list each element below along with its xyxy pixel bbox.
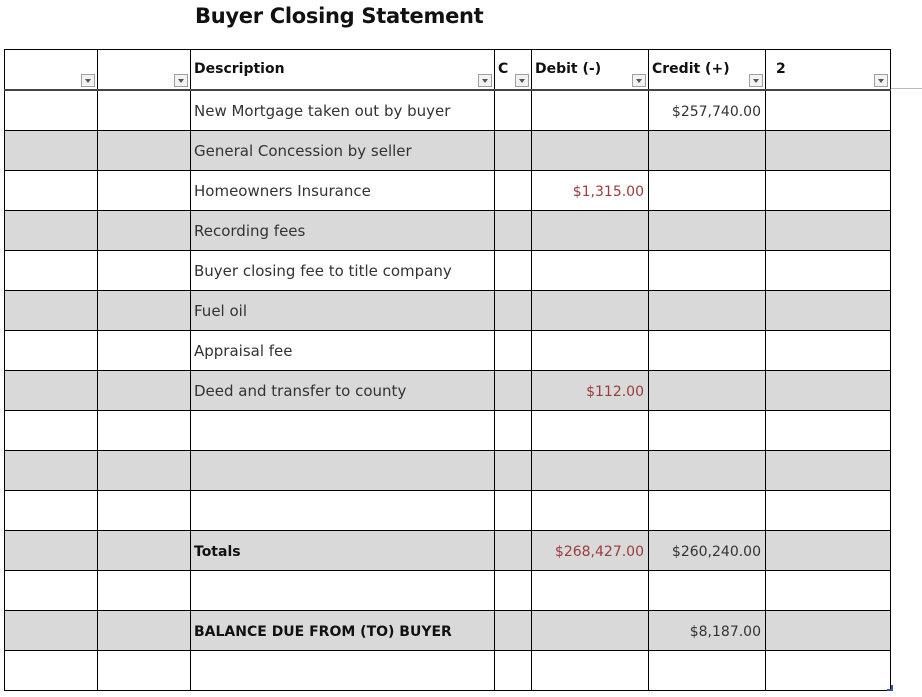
- cell-debit-value: [644, 144, 646, 160]
- cell-col2[interactable]: [98, 651, 191, 691]
- cell-debit[interactable]: [532, 571, 649, 611]
- cell-debit[interactable]: [532, 90, 649, 131]
- closing-statement-table: [4, 49, 891, 691]
- cell-c[interactable]: [495, 371, 532, 411]
- header-col2[interactable]: [98, 50, 191, 91]
- cell-debit[interactable]: [532, 211, 649, 251]
- cell-debit-value: [644, 224, 646, 240]
- cell-description[interactable]: [191, 291, 495, 331]
- cell-col7[interactable]: [766, 491, 891, 531]
- cell-credit[interactable]: [649, 371, 766, 411]
- cell-col2[interactable]: [98, 531, 191, 571]
- cell-c[interactable]: [495, 90, 532, 131]
- cell-description-value: [191, 662, 194, 680]
- cell-description-value: [191, 582, 194, 600]
- cell-credit[interactable]: [649, 211, 766, 251]
- cell-description[interactable]: [191, 90, 495, 131]
- cell-credit[interactable]: [649, 411, 766, 451]
- table-row: [5, 571, 891, 611]
- cell-description[interactable]: [191, 371, 495, 411]
- cell-description[interactable]: [191, 451, 495, 491]
- cell-description-value: New Mortgage taken out by buyer: [194, 101, 451, 120]
- cell-col1[interactable]: [5, 291, 98, 331]
- cell-col2[interactable]: [98, 611, 191, 651]
- header-debit[interactable]: Debit (-): [532, 50, 649, 91]
- header-c[interactable]: C: [495, 50, 532, 91]
- table-row: [5, 451, 891, 491]
- gridline-extension: [891, 88, 922, 89]
- cell-description-value: General Concession by seller: [194, 141, 412, 160]
- cell-credit[interactable]: [649, 451, 766, 491]
- cell-col1[interactable]: [5, 531, 98, 571]
- cell-credit[interactable]: [649, 611, 766, 651]
- table-row: [5, 491, 891, 531]
- cell-credit[interactable]: [649, 90, 766, 131]
- cell-col7[interactable]: [766, 131, 891, 171]
- cell-credit[interactable]: [649, 491, 766, 531]
- cell-col7[interactable]: [766, 371, 891, 411]
- cell-col2[interactable]: [98, 571, 191, 611]
- cell-description[interactable]: [191, 211, 495, 251]
- table-row: [5, 371, 891, 411]
- chevron-down-icon[interactable]: [874, 74, 888, 87]
- cell-c[interactable]: [495, 211, 532, 251]
- cell-col1[interactable]: [5, 90, 98, 131]
- cell-c[interactable]: [495, 331, 532, 371]
- cell-credit-value: [761, 144, 763, 160]
- cell-debit-value: [644, 264, 646, 280]
- cell-credit-value: [761, 584, 763, 600]
- cell-col1[interactable]: [5, 371, 98, 411]
- cell-credit[interactable]: [649, 251, 766, 291]
- cell-description-value: [191, 502, 194, 520]
- cell-description[interactable]: [191, 251, 495, 291]
- cell-col7[interactable]: [766, 171, 891, 211]
- cell-col2[interactable]: [98, 451, 191, 491]
- cell-debit[interactable]: [532, 171, 649, 211]
- table-row: [5, 411, 891, 451]
- cell-credit[interactable]: [649, 131, 766, 171]
- chevron-down-icon[interactable]: [478, 74, 492, 87]
- chevron-down-icon[interactable]: [749, 74, 763, 87]
- cell-description[interactable]: [191, 171, 495, 211]
- cell-debit[interactable]: [532, 411, 649, 451]
- cell-credit[interactable]: [649, 171, 766, 211]
- cell-description-value: Fuel oil: [194, 301, 247, 320]
- table-row: [5, 651, 891, 691]
- cell-c[interactable]: [495, 131, 532, 171]
- cell-debit-value: [644, 624, 646, 640]
- cell-credit-value: [761, 344, 763, 360]
- cell-debit[interactable]: [532, 251, 649, 291]
- cell-col2[interactable]: [98, 491, 191, 531]
- cell-credit[interactable]: [649, 331, 766, 371]
- cell-debit-value: [644, 104, 646, 120]
- cell-col1[interactable]: [5, 131, 98, 171]
- cell-debit[interactable]: [532, 451, 649, 491]
- cell-col1[interactable]: [5, 651, 98, 691]
- cell-description[interactable]: [191, 651, 495, 691]
- cell-c[interactable]: [495, 251, 532, 291]
- cell-debit-value: [644, 424, 646, 440]
- cell-description[interactable]: [191, 571, 495, 611]
- cell-c[interactable]: [495, 451, 532, 491]
- cell-debit[interactable]: [532, 131, 649, 171]
- cell-debit[interactable]: [532, 331, 649, 371]
- cell-col1[interactable]: [5, 491, 98, 531]
- sheet-title: Buyer Closing Statement: [195, 4, 484, 28]
- header-col1[interactable]: [5, 50, 98, 91]
- chevron-down-icon[interactable]: [515, 74, 529, 87]
- cell-debit-value: $112.00: [586, 383, 644, 400]
- cell-description-value: Recording fees: [194, 221, 306, 240]
- cell-col1[interactable]: [5, 331, 98, 371]
- table-row: [5, 90, 891, 131]
- cell-debit-value: [644, 664, 646, 680]
- chevron-down-icon[interactable]: [174, 74, 188, 87]
- cell-col1[interactable]: [5, 171, 98, 211]
- cell-col1[interactable]: [5, 211, 98, 251]
- cell-col7[interactable]: [766, 331, 891, 371]
- cell-description-value: Homeowners Insurance: [194, 181, 371, 200]
- cell-col2[interactable]: [98, 90, 191, 131]
- cell-credit[interactable]: [649, 571, 766, 611]
- cell-debit-value: $268,427.00: [554, 543, 644, 560]
- cell-debit-value: [644, 504, 646, 520]
- cell-col2[interactable]: [98, 411, 191, 451]
- cell-col7[interactable]: [766, 211, 891, 251]
- cell-description-value: [191, 422, 194, 440]
- cell-c[interactable]: [495, 611, 532, 651]
- cell-description[interactable]: [191, 611, 495, 651]
- cell-credit[interactable]: [649, 291, 766, 331]
- cell-col7[interactable]: [766, 611, 891, 651]
- cell-debit[interactable]: [532, 371, 649, 411]
- table-row: [5, 331, 891, 371]
- cell-description[interactable]: [191, 491, 495, 531]
- header-credit[interactable]: Credit (+): [649, 50, 766, 91]
- table-row: [5, 251, 891, 291]
- cell-col1[interactable]: [5, 451, 98, 491]
- cell-c[interactable]: [495, 531, 532, 571]
- cell-col7[interactable]: [766, 451, 891, 491]
- table-row: [5, 531, 891, 571]
- cell-col2[interactable]: [98, 291, 191, 331]
- cell-col1[interactable]: [5, 251, 98, 291]
- cell-debit-value: [644, 304, 646, 320]
- cell-credit-value: $257,740.00: [671, 103, 761, 120]
- cell-debit-value: [644, 344, 646, 360]
- cell-credit-value: $8,187.00: [689, 623, 761, 640]
- cell-debit[interactable]: [532, 611, 649, 651]
- header-row: [5, 50, 891, 91]
- cell-description-value: BALANCE DUE FROM (TO) BUYER: [194, 623, 452, 640]
- cell-credit-value: [761, 184, 763, 200]
- cell-col2[interactable]: [98, 331, 191, 371]
- cell-description-value: Totals: [194, 543, 241, 560]
- cell-col2[interactable]: [98, 371, 191, 411]
- cell-description[interactable]: [191, 531, 495, 571]
- cell-credit-value: [761, 464, 763, 480]
- cell-col1[interactable]: [5, 611, 98, 651]
- table-row: [5, 211, 891, 251]
- header-description[interactable]: Description: [191, 50, 495, 91]
- cell-c[interactable]: [495, 411, 532, 451]
- cell-credit-value: [761, 384, 763, 400]
- cell-credit-value: [761, 224, 763, 240]
- cell-description[interactable]: [191, 131, 495, 171]
- cell-description[interactable]: [191, 411, 495, 451]
- cell-c[interactable]: [495, 291, 532, 331]
- cell-col2[interactable]: [98, 131, 191, 171]
- cell-col7[interactable]: [766, 251, 891, 291]
- cell-c[interactable]: [495, 571, 532, 611]
- table-row: [5, 131, 891, 171]
- cell-debit[interactable]: [532, 491, 649, 531]
- chevron-down-icon[interactable]: [81, 74, 95, 87]
- cell-col2[interactable]: [98, 211, 191, 251]
- cell-debit[interactable]: [532, 291, 649, 331]
- cell-col2[interactable]: [98, 171, 191, 211]
- cell-col1[interactable]: [5, 411, 98, 451]
- cell-col7[interactable]: [766, 531, 891, 571]
- cell-c[interactable]: [495, 491, 532, 531]
- cell-description-value: Appraisal fee: [194, 341, 293, 360]
- table-resize-handle[interactable]: [887, 685, 893, 691]
- cell-description[interactable]: [191, 331, 495, 371]
- cell-description-value: Buyer closing fee to title company: [194, 261, 452, 280]
- cell-col7[interactable]: [766, 90, 891, 131]
- cell-col2[interactable]: [98, 251, 191, 291]
- cell-description-value: [191, 462, 194, 480]
- cell-credit-value: [761, 664, 763, 680]
- cell-credit-value: [761, 424, 763, 440]
- cell-col7[interactable]: [766, 291, 891, 331]
- cell-credit[interactable]: [649, 531, 766, 571]
- cell-col7[interactable]: [766, 571, 891, 611]
- cell-debit[interactable]: [532, 651, 649, 691]
- cell-col7[interactable]: [766, 411, 891, 451]
- cell-col7[interactable]: [766, 651, 891, 691]
- cell-description-value: Deed and transfer to county: [194, 381, 407, 400]
- cell-c[interactable]: [495, 171, 532, 211]
- chevron-down-icon[interactable]: [632, 74, 646, 87]
- header-col7[interactable]: 2: [766, 50, 891, 91]
- table-row: [5, 171, 891, 211]
- cell-debit-value: $1,315.00: [572, 183, 644, 200]
- cell-col1[interactable]: [5, 571, 98, 611]
- cell-credit-value: $260,240.00: [671, 543, 761, 560]
- cell-c[interactable]: [495, 651, 532, 691]
- cell-debit[interactable]: [532, 531, 649, 571]
- table-row: [5, 611, 891, 651]
- cell-credit[interactable]: [649, 651, 766, 691]
- cell-debit-value: [644, 464, 646, 480]
- cell-credit-value: [761, 304, 763, 320]
- table-row: [5, 291, 891, 331]
- cell-credit-value: [761, 264, 763, 280]
- cell-debit-value: [644, 584, 646, 600]
- cell-credit-value: [761, 504, 763, 520]
